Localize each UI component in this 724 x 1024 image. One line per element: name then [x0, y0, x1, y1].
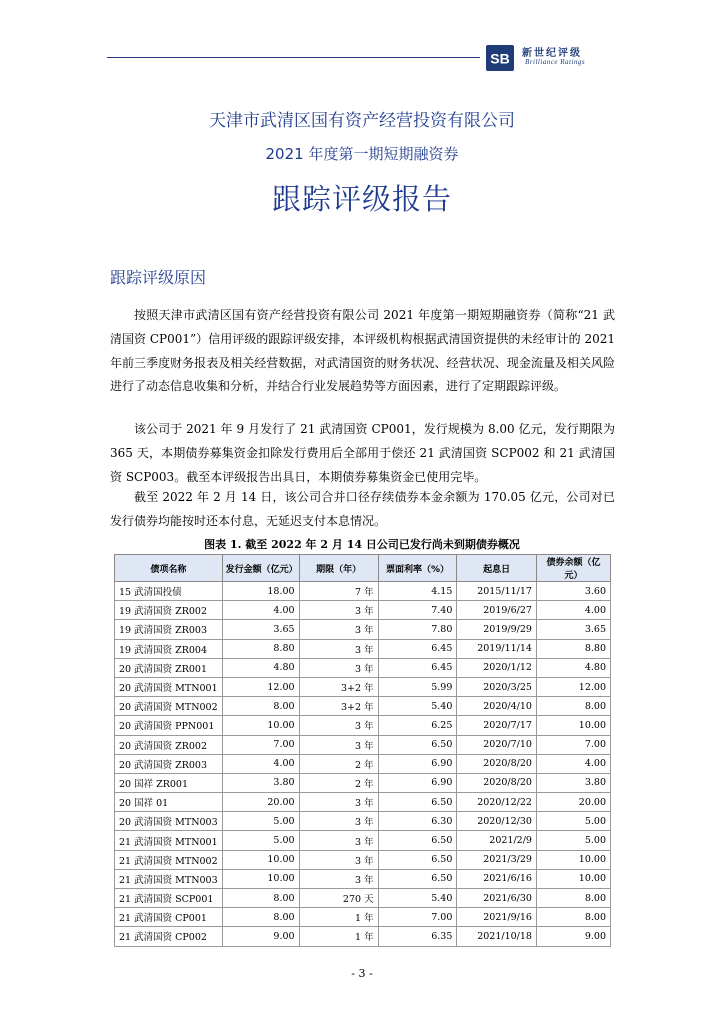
cell-name: 19 武清国资 ZR003 [115, 620, 223, 639]
cell-amount: 18.00 [222, 582, 299, 601]
cell-amount: 4.00 [222, 601, 299, 620]
cell-amount: 7.00 [222, 735, 299, 754]
cell-name: 20 武清国资 MTN001 [115, 677, 223, 696]
cell-balance: 4.00 [536, 754, 610, 773]
cell-date: 2019/6/27 [457, 601, 537, 620]
cell-name: 21 武清国资 CP001 [115, 908, 223, 927]
cell-term: 1 年 [299, 927, 378, 946]
table-row [115, 620, 611, 639]
table-row [115, 601, 611, 620]
cell-term: 3 年 [299, 850, 378, 869]
cell-balance: 10.00 [536, 869, 610, 888]
table-row [115, 582, 611, 601]
cell-name: 21 武清国资 MTN003 [115, 869, 223, 888]
cell-term: 3+2 年 [299, 677, 378, 696]
cell-date: 2021/9/16 [457, 908, 537, 927]
cell-amount: 4.00 [222, 754, 299, 773]
cell-balance: 3.65 [536, 620, 610, 639]
cell-balance: 5.00 [536, 831, 610, 850]
cell-rate: 5.40 [378, 889, 457, 908]
cell-amount: 12.00 [222, 677, 299, 696]
table-row [115, 850, 611, 869]
cell-amount: 8.00 [222, 889, 299, 908]
cell-rate: 6.45 [378, 658, 457, 677]
table-row [115, 889, 611, 908]
cell-rate: 7.00 [378, 908, 457, 927]
cell-rate: 7.40 [378, 601, 457, 620]
cell-date: 2021/2/9 [457, 831, 537, 850]
table-caption: 图表 1. 截至 2022 年 2 月 14 日公司已发行尚未到期债券概况 [204, 538, 520, 551]
cell-rate: 6.50 [378, 869, 457, 888]
cell-rate: 5.99 [378, 677, 457, 696]
cell-date: 2021/6/30 [457, 889, 537, 908]
cell-amount: 9.00 [222, 927, 299, 946]
cell-balance: 3.60 [536, 582, 610, 601]
cell-rate: 4.15 [378, 582, 457, 601]
cell-rate: 5.40 [378, 697, 457, 716]
cell-term: 3+2 年 [299, 697, 378, 716]
cell-balance: 8.80 [536, 639, 610, 658]
svg-text:SB: SB [490, 50, 510, 67]
cell-name: 19 武清国资 ZR004 [115, 639, 223, 658]
cell-date: 2020/3/25 [457, 677, 537, 696]
cell-date: 2020/12/22 [457, 793, 537, 812]
cell-term: 2 年 [299, 773, 378, 792]
cell-amount: 4.80 [222, 658, 299, 677]
table-row [115, 677, 611, 696]
cell-name: 21 武清国资 MTN001 [115, 831, 223, 850]
cell-rate: 6.50 [378, 850, 457, 869]
cell-balance: 8.00 [536, 697, 610, 716]
cell-rate: 6.50 [378, 793, 457, 812]
table-row [115, 869, 611, 888]
cell-amount: 5.00 [222, 831, 299, 850]
table-row [115, 831, 611, 850]
paragraph-3: 截至 2022 年 2 月 14 日，该公司合并口径存续债券本金余额为 170.05 亿元，公司对已发行债券均能按时还本付息，无延迟支付本息情况。 [110, 490, 615, 528]
cell-term: 7 年 [299, 582, 378, 601]
report-title: 跟踪评级报告 [271, 182, 452, 216]
cell-date: 2020/8/20 [457, 754, 537, 773]
cell-term: 3 年 [299, 658, 378, 677]
cell-name: 19 武清国资 ZR002 [115, 601, 223, 620]
cell-date: 2021/6/16 [457, 869, 537, 888]
cell-term: 3 年 [299, 716, 378, 735]
cell-rate: 7.80 [378, 620, 457, 639]
cell-name: 20 国祥 ZR001 [115, 773, 223, 792]
section-heading: 跟踪评级原因 [110, 268, 207, 287]
cell-term: 3 年 [299, 869, 378, 888]
table-row [115, 908, 611, 927]
cell-term: 3 年 [299, 620, 378, 639]
cell-balance: 12.00 [536, 677, 610, 696]
col-header-name: 债项名称 [115, 555, 223, 582]
cell-name: 21 武清国资 SCP001 [115, 889, 223, 908]
cell-date: 2020/8/20 [457, 773, 537, 792]
cell-term: 3 年 [299, 639, 378, 658]
cell-amount: 3.80 [222, 773, 299, 792]
cell-term: 2 年 [299, 754, 378, 773]
cell-term: 3 年 [299, 831, 378, 850]
cell-rate: 6.50 [378, 831, 457, 850]
table-row [115, 658, 611, 677]
cell-amount: 10.00 [222, 716, 299, 735]
cell-rate: 6.25 [378, 716, 457, 735]
cell-date: 2020/7/17 [457, 716, 537, 735]
table-row [115, 927, 611, 946]
issue-title: 2021 年度第一期短期融资券 [265, 145, 459, 163]
cell-amount: 8.00 [222, 908, 299, 927]
table-row [115, 716, 611, 735]
cell-name: 20 武清国资 MTN002 [115, 697, 223, 716]
cell-date: 2020/7/10 [457, 735, 537, 754]
table-row [115, 754, 611, 773]
cell-balance: 9.00 [536, 927, 610, 946]
cell-name: 20 武清国资 ZR002 [115, 735, 223, 754]
cell-rate: 6.90 [378, 773, 457, 792]
bond-table [114, 554, 611, 947]
cell-amount: 3.65 [222, 620, 299, 639]
cell-term: 3 年 [299, 812, 378, 831]
cell-balance: 10.00 [536, 716, 610, 735]
cell-name: 21 武清国资 CP002 [115, 927, 223, 946]
company-title: 天津市武清区国有资产经营投资有限公司 [209, 111, 515, 131]
cell-amount: 10.00 [222, 850, 299, 869]
table-header-row [115, 555, 611, 582]
cell-balance: 8.00 [536, 908, 610, 927]
cell-name: 21 武清国资 MTN002 [115, 850, 223, 869]
cell-date: 2015/11/17 [457, 582, 537, 601]
cell-date: 2020/1/12 [457, 658, 537, 677]
header-rule [107, 57, 480, 58]
table-row [115, 735, 611, 754]
cell-term: 3 年 [299, 601, 378, 620]
cell-date: 2021/10/18 [457, 927, 537, 946]
cell-term: 1 年 [299, 908, 378, 927]
cell-balance: 7.00 [536, 735, 610, 754]
cell-rate: 6.45 [378, 639, 457, 658]
brand-name-cn: 新世纪评级 [522, 48, 582, 59]
cell-name: 15 武清国投债 [115, 582, 223, 601]
cell-rate: 6.90 [378, 754, 457, 773]
cell-balance: 4.80 [536, 658, 610, 677]
paragraph-2: 该公司于 2021 年 9 月发行了 21 武清国资 CP001，发行规模为 8.00 亿元，发行期限为 365 天，本期债券募集资金扣除发行费用后全部用于偿还 21 武清国资 SCP002 和 21 武清国资 SCP003。截至本评级报告出具日，本期债券募集资金已使用完毕。 [110, 422, 615, 484]
cell-name: 20 武清国资 PPN001 [115, 716, 223, 735]
cell-name: 20 国祥 01 [115, 793, 223, 812]
cell-term: 3 年 [299, 793, 378, 812]
cell-amount: 8.00 [222, 697, 299, 716]
cell-name: 20 武清国资 ZR003 [115, 754, 223, 773]
cell-balance: 10.00 [536, 850, 610, 869]
cell-name: 20 武清国资 ZR001 [115, 658, 223, 677]
cell-amount: 8.80 [222, 639, 299, 658]
brand-name-en: Brilliance Ratings [525, 58, 586, 66]
cell-amount: 20.00 [222, 793, 299, 812]
cell-date: 2020/4/10 [457, 697, 537, 716]
cell-balance: 8.00 [536, 889, 610, 908]
table-row [115, 773, 611, 792]
cell-date: 2021/3/29 [457, 850, 537, 869]
col-header-rate: 票面利率（%） [378, 555, 457, 582]
cell-term: 270 天 [299, 889, 378, 908]
cell-amount: 10.00 [222, 869, 299, 888]
cell-name: 20 武清国资 MTN003 [115, 812, 223, 831]
cell-date: 2020/12/30 [457, 812, 537, 831]
brilliance-logo-icon [486, 45, 514, 71]
cell-rate: 6.50 [378, 735, 457, 754]
col-header-amount: 发行金额（亿元） [222, 555, 299, 582]
cell-date: 2019/11/14 [457, 639, 537, 658]
cell-rate: 6.30 [378, 812, 457, 831]
col-header-balance: 债券余额（亿元） [536, 555, 610, 582]
table-row [115, 639, 611, 658]
cell-balance: 20.00 [536, 793, 610, 812]
cell-rate: 6.35 [378, 927, 457, 946]
cell-term: 3 年 [299, 735, 378, 754]
paragraph-1: 按照天津市武清区国有资产经营投资有限公司 2021 年度第一期短期融资券（简称“21 武清国资 CP001”）信用评级的跟踪评级安排，本评级机构根据武清国资提供的未经审计的 2021 年前三季度财务报表及相关经营数据，对武清国资的财务状况、经营状况、现金流量及相关风险进行了动态信息收集和分析，并结合行业发展趋势等方面因素，进行了定期跟踪评级。 [110, 308, 615, 394]
cell-balance: 3.80 [536, 773, 610, 792]
cell-amount: 5.00 [222, 812, 299, 831]
table-row [115, 793, 611, 812]
col-header-date: 起息日 [457, 555, 537, 582]
table-row [115, 812, 611, 831]
cell-balance: 4.00 [536, 601, 610, 620]
cell-date: 2019/9/29 [457, 620, 537, 639]
cell-balance: 5.00 [536, 812, 610, 831]
page-number: - 3 - [351, 967, 373, 980]
table-row [115, 697, 611, 716]
col-header-term: 期限（年） [299, 555, 378, 582]
